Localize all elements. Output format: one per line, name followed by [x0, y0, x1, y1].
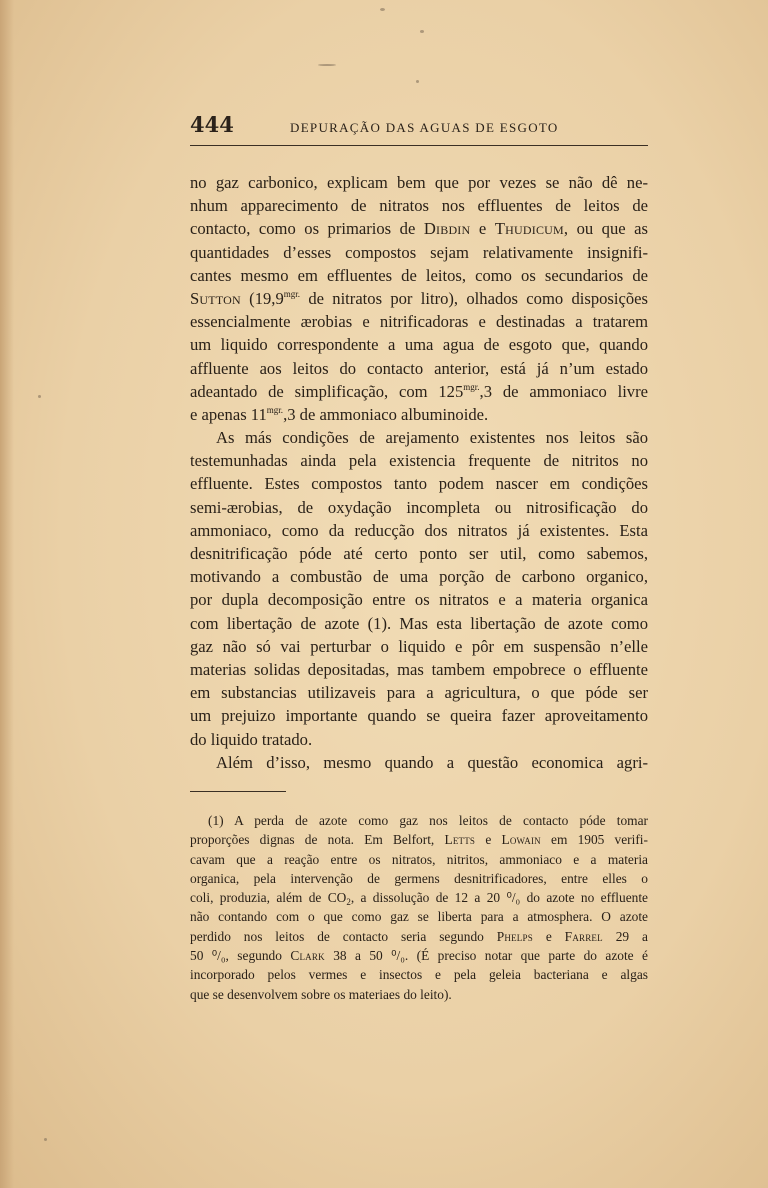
- text-span: em 1905 verifi-: [551, 832, 648, 848]
- text-line: [190, 380, 648, 403]
- text-line: um liquido correspondente a uma agua de esgoto que, quando: [190, 335, 648, 355]
- page-number: 444: [190, 112, 234, 137]
- author-name: Phelps: [496, 928, 533, 944]
- text-line: cantes mesmo em effluentes de leitos, como os secundarios de: [190, 265, 648, 285]
- text-span: ,3 de ammoniaco livre: [479, 381, 648, 401]
- text-span: e: [545, 928, 552, 944]
- text-line: [190, 287, 648, 310]
- text-span: 29 a: [615, 928, 648, 944]
- text-span: perdido nos leitos de contacto seria segundo: [190, 928, 484, 944]
- footnote-rule: [190, 791, 286, 792]
- footnote-line: [190, 927, 648, 946]
- footnote-line: [190, 946, 648, 965]
- text-line: materias solidas depositadas, mas tambem empobrece o effluente: [190, 659, 648, 679]
- text-span: , ou que as: [563, 219, 648, 239]
- text-span: de nitratos por litro), olhados como disposições: [308, 288, 648, 308]
- text-line: [190, 403, 648, 426]
- text-line: por dupla decomposição entre os nitratos e a materia organica: [190, 590, 648, 610]
- running-title: DEPURAÇÃO DAS AGUAS DE ESGOTO: [290, 120, 559, 135]
- footnote-line: [190, 830, 648, 849]
- paper-speck: [38, 395, 41, 398]
- text-span: coli, produzia, além de CO: [190, 890, 347, 906]
- text-line: quantidades d’esses compostos sejam relativamente insignifi-: [190, 242, 648, 262]
- footnote-line: não contando com o que como gaz se liberta para a atmosphera. O azote: [190, 909, 648, 925]
- paper-speck: [380, 8, 385, 11]
- text-line: ammoniaco, como da reducção dos nitratos já existentes. Esta: [190, 520, 648, 540]
- text-line: gaz não só vai perturbar o liquido e pôr em suspensão n’elle: [190, 636, 648, 656]
- text-line: [190, 217, 648, 240]
- author-name: Sutton: [190, 288, 241, 308]
- text-span: ,3 de ammoniaco albuminoide.: [283, 404, 489, 424]
- text-span: e apenas 11: [190, 404, 267, 424]
- unit-superscript: mgr.: [463, 381, 480, 392]
- text-line: As más condições de arejamento existentes nos leitos são: [216, 428, 648, 448]
- text-line: testemunhadas ainda pela existencia frequente de nitritos no: [190, 451, 648, 471]
- main-text: [190, 171, 648, 774]
- text-span: proporções dignas de nota. Em Belfort,: [190, 832, 435, 848]
- text-line: um prejuizo importante quando se queira fazer aproveitamento: [190, 706, 648, 726]
- text-span: 50 ⁰/₀, segundo: [190, 948, 282, 964]
- text-line: com libertação de azote (1). Mas esta libertação de azote como: [190, 613, 648, 633]
- footnote-line: incorporado pelos vermes e insectos e pela geleia bacteriana e algas: [190, 967, 648, 983]
- text-line: em substancias utilizaveis para a agricultura, o que póde ser: [190, 683, 648, 703]
- paper-speck: [420, 30, 424, 33]
- footnote-line: cavam que a reação entre os nitratos, nitritos, ammoniaco e a materia: [190, 851, 648, 867]
- text-span: 38 a 50 ⁰/₀. (É preciso notar que parte do azote é: [333, 948, 648, 964]
- unit-superscript: mgr.: [266, 404, 284, 415]
- page-edge-shadow: [0, 0, 14, 1188]
- subscript: 2: [346, 897, 351, 908]
- footnote-line: (1) A perda de azote como gaz nos leitos de contacto póde tomar: [208, 813, 648, 828]
- text-span: e: [478, 219, 487, 239]
- text-line: motivando a combustão de uma porção de carbono organico,: [190, 567, 648, 587]
- unit-superscript: mgr.: [283, 288, 301, 299]
- author-name: Letts: [444, 832, 476, 848]
- text-line: desnitrificação póde até certo ponto ser util, como sabemos,: [190, 544, 648, 563]
- text-line: Além d’isso, mesmo quando a questão economica agri-: [216, 752, 648, 772]
- page-header: [190, 112, 648, 138]
- text-span: adeantado de simplificação, com 125: [190, 381, 464, 401]
- paper-speck: [318, 64, 336, 66]
- text-line: essencialmente ærobias e nitrificadoras e destinadas a tratarem: [190, 312, 648, 332]
- text-line: semi-ærobias, de oxydação incompleta ou nitrosificação do: [190, 497, 648, 517]
- text-line: effluente. Estes compostos tanto podem nascer em condições: [190, 474, 648, 494]
- footnote: [190, 811, 648, 1004]
- text-line: affluente aos leitos do contacto anterior, está já n’um estado: [190, 358, 648, 378]
- text-line: do liquido tratado.: [190, 729, 313, 749]
- text-span: e: [485, 832, 492, 848]
- author-name: Thudicum: [494, 219, 564, 239]
- footnote-line: [190, 888, 648, 907]
- footnote-line: que se desenvolvem sobre os materiaes do leito).: [190, 986, 452, 1002]
- text-line: nhum apparecimento de nitratos nos effluentes de leitos de: [190, 196, 648, 216]
- text-line: no gaz carbonico, explicam bem que por vezes se não dê ne-: [190, 173, 648, 192]
- header-rule: [190, 145, 648, 146]
- author-name: Farrel: [564, 928, 603, 944]
- author-name: Dibdin: [423, 219, 471, 239]
- author-name: Clark: [290, 948, 325, 964]
- text-span: (19,9: [249, 288, 284, 308]
- paper-speck: [416, 80, 419, 83]
- paper-speck: [44, 1138, 47, 1141]
- text-span: , a dissolução de 12 a 20 ⁰/₀ do azote no effluente: [350, 890, 649, 906]
- footnote-line: organica, pela intervenção de germens desnitrificadores, entre elles o: [190, 870, 648, 886]
- author-name: Lowain: [501, 832, 541, 848]
- text-span: contacto, como os primarios de: [190, 219, 416, 239]
